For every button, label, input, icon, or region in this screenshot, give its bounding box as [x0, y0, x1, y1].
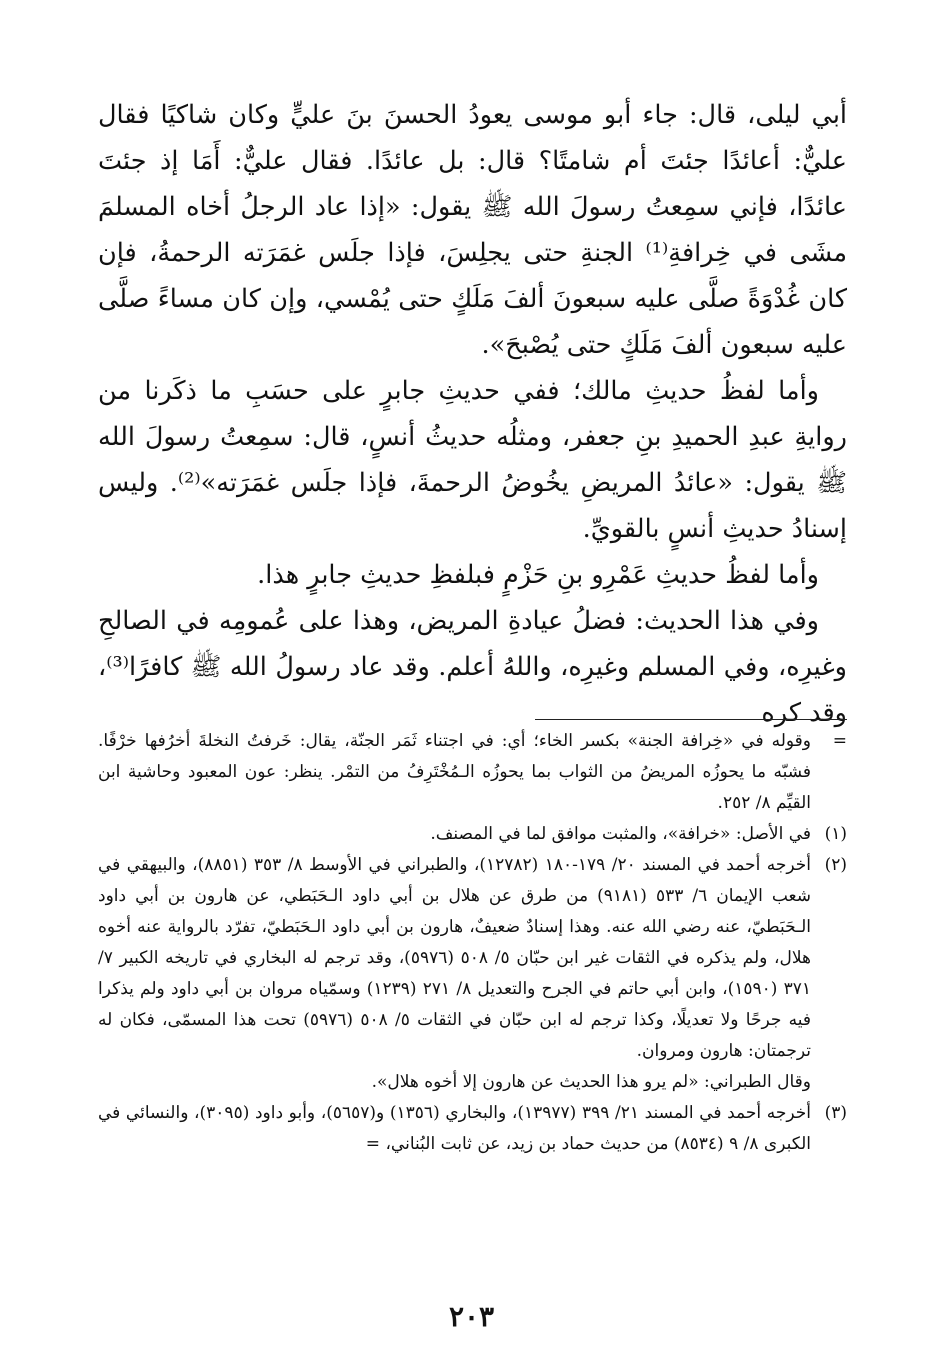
- footnote-body: [98, 1098, 811, 1160]
- footnote-2: [98, 850, 847, 1098]
- page-number: ٢٠٣: [448, 1300, 495, 1333]
- footnote-text: وقوله في «خِرافة الجنة» بكسر الخاء؛ أي: في اجتناء ثَمَر الجنّة، يقال: خَرفتُ النخلةَ أخرُفها خرْفًا. فشبّه ما يحوزُه المريضُ من الثواب بما يحوزُه الـمُخْتَرِفُ من التمْر. ينظر: عون المعبود وحاشية ابن القيِّم ٨/ ٢٥٢.: [98, 731, 811, 813]
- footnote-mark: (١): [824, 824, 847, 844]
- footnote-mark: (٢): [824, 855, 847, 875]
- footnote-mark: =: [832, 731, 847, 751]
- paragraph-4: وفي هذا الحديث: فضلُ عيادةِ المريض، وهذا على عُمومِه في الصالحِ وغيرِه، وفي المسلم وغيرِه، واللهُ أعلم. وقد عاد رسولُ الله ﷺ كافرًا⁽³⁾، وقد كره: [98, 606, 847, 728]
- footnote-body: [98, 726, 811, 819]
- footnote-divider: [535, 719, 847, 720]
- footnote-text: أخرجه أحمد في المسند ٢١/ ٣٩٩ (١٣٩٧٧)، والبخاري (١٣٥٦) و(٥٦٥٧)، وأبو داود (٣٠٩٥)، والنسائي في الكبرى ٨/ ٩ (٨٥٣٤) من حديث حماد بن زيد، عن ثابت البُناني، =: [98, 1103, 811, 1154]
- main-text: [98, 92, 847, 736]
- paragraph-1: أبي ليلى، قال: جاء أبو موسى يعودُ الحسنَ بنَ عليٍّ وكان شاكيًا فقال عليٌّ: أعائدًا جئتَ أم شامتًا؟ قال: بل عائدًا. فقال عليٌّ: أَمَا إذ جئتَ عائدًا، فإني سمِعتُ رسولَ الله ﷺ يقول: «إذا عاد الرجلُ أخاه المسلمَ مشَى في خِرافةِ⁽¹⁾ الجنةِ حتى يجلِسَ، فإذا جلَس غمَرَته الرحمةُ، فإن كان غُدْوَةً صلَّى عليه سبعونَ ألفَ مَلَكٍ حتى يُمْسي، وإن كان مساءً صلَّى عليه سبعون ألفَ مَلَكٍ حتى يُصْبحَ».: [98, 100, 847, 360]
- footnote-body: [98, 819, 811, 850]
- paragraph-2: وأما لفظُ حديثِ مالك؛ ففي حديثِ جابرٍ على حسَبِ ما ذكَرنا من روايةِ عبدِ الحميدِ بنِ جعفر، ومثلُه حديثُ أنسٍ، قال: سمِعتُ رسولَ الله ﷺ يقول: «عائدُ المريضِ يخُوضُ الرحمةَ، فإذا جلَس غمَرَته»⁽²⁾. وليس إسنادُ حديثِ أنسٍ بالقويِّ.: [98, 376, 848, 544]
- footnote-continuation: [98, 726, 847, 819]
- footnote-body: [98, 850, 811, 1098]
- paragraph-3: وأما لفظُ حديثِ عَمْرِو بنِ حَزْمٍ فبلفظِ حديثِ جابرٍ هذا.: [257, 560, 819, 590]
- footnote-3: [98, 1098, 847, 1160]
- footnote-mark: (٣): [824, 1103, 847, 1123]
- footnote-text: وقال الطبراني: «لم يرو هذا الحديث عن هارون إلا أخوه هلال».: [371, 1072, 811, 1092]
- footnote-text: أخرجه أحمد في المسند ٢٠/ ١٧٩-١٨٠ (١٢٧٨٢)، والطبراني في الأوسط ٨/ ٣٥٣ (٨٨٥١)، والبيهقي في شعب الإيمان ٦/ ٥٣٣ (٩١٨١) من طرق عن هلال بن أبي داود الـحَبَطي، عن هارون بن أبي داود الـحَبَطيّ، عنه رضي الله عنه. وهذا إسنادٌ ضعيفٌ، هارون بن أبي داود الـحَبَطيّ، تفرّد بالرواية عنه أخوه هلال، ولم يذكره في الثقات غير ابن حبّان ٥/ ٥٠٨ (٥٩٧٦)، وقد ترجم له البخاري في تاريخه الكبير ٧/ ٣٧١ (١٥٩٠)، وابن أبي حاتم في الجرح والتعديل ٨/ ٢٧١ (١٢٣٩) وسمّياه مروان بن أبي داود ولم يذكرا فيه جرحًا ولا تعديلًا، وكذا ترجم له ابن حبّان في الثقات ٥/ ٥٠٨ (٥٩٧٦) تحت هذا المسمّى، فكان له ترجمتان: هارون ومروان.: [98, 855, 812, 1061]
- footnote-text: في الأصل: «خرافة»، والمثبت موافق لما في المصنف.: [430, 824, 811, 844]
- footnotes: [98, 726, 847, 1160]
- footnote-1: [98, 819, 847, 850]
